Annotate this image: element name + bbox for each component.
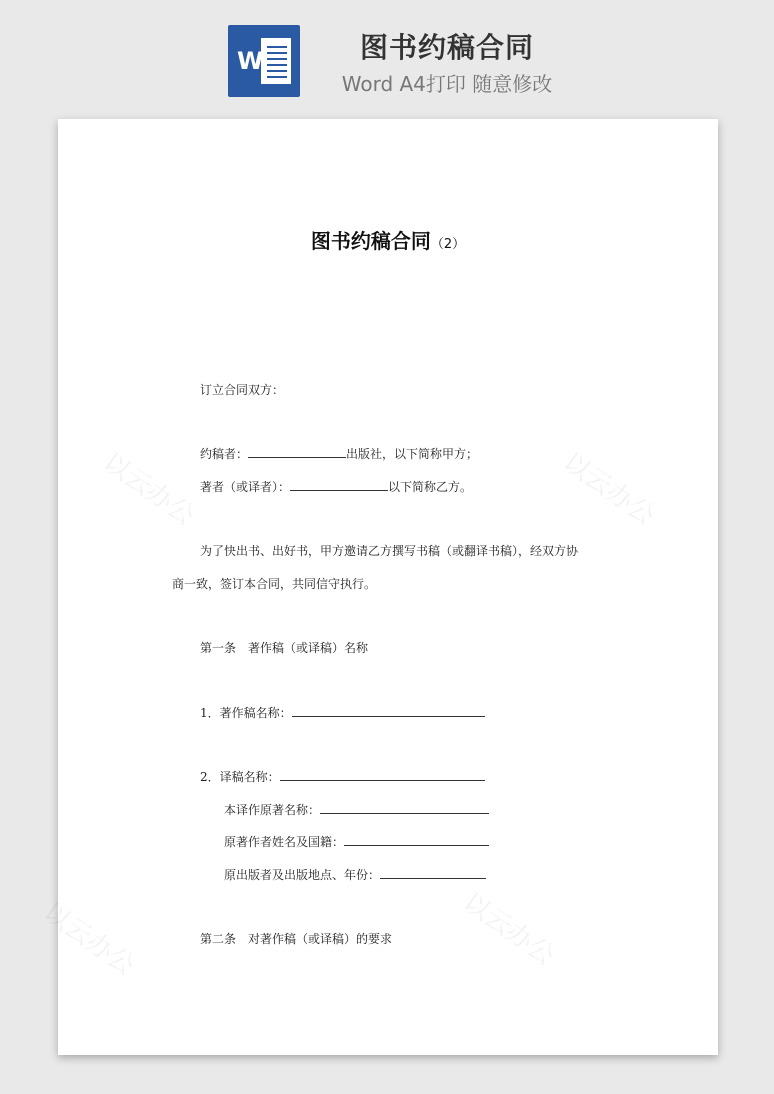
banner-title: 图书约稿合同 [359, 31, 534, 64]
title-suffix: （2） [430, 237, 466, 252]
item-1-blank[interactable] [292, 704, 485, 717]
original-title-blank[interactable] [320, 801, 489, 814]
banner [0, 0, 774, 115]
item-1-label: 1．著作稿名称： [200, 706, 292, 720]
article-2-heading: 第二条 对著作稿（或译稿）的要求 [200, 932, 393, 946]
original-title-label: 本译作原著名称： [224, 803, 321, 817]
watermark: 以云办公 [37, 897, 140, 982]
party-a-blank[interactable] [248, 445, 346, 458]
party-b-line [200, 478, 472, 496]
publisher-label: 原出版者及出版地点、年份： [224, 868, 381, 882]
party-b-suffix: 以下简称乙方。 [388, 480, 473, 494]
watermark: 以云办公 [97, 447, 200, 532]
author-label: 原著作者姓名及国籍： [224, 835, 345, 849]
item-2-line [200, 768, 485, 786]
party-a-line [200, 445, 478, 463]
banner-subtitle: Word A4打印 随意修改 [341, 72, 553, 96]
article-1-heading: 第一条 著作稿（或译稿）名称 [200, 641, 369, 655]
author-line [224, 833, 489, 851]
item-2-label: 2．译稿名称： [200, 770, 280, 784]
item-2-blank[interactable] [280, 768, 485, 781]
original-title-line [224, 801, 489, 819]
party-a-suffix: 出版社，以下简称甲方； [346, 447, 479, 461]
intro-line-2: 商一致，签订本合同，共同信守执行。 [172, 577, 377, 591]
party-b-blank[interactable] [290, 478, 388, 491]
title-text: 图书约稿合同 [310, 229, 431, 253]
publisher-blank[interactable] [380, 866, 486, 879]
word-icon [228, 25, 300, 97]
party-a-label: 约稿者： [200, 447, 249, 461]
item-1-line [200, 704, 485, 722]
parties-heading: 订立合同双方： [200, 383, 285, 397]
author-blank[interactable] [344, 833, 489, 846]
document-page [37, 119, 718, 1055]
watermark: 以云办公 [557, 447, 660, 532]
intro-line-1: 为了快出书、出好书，甲方邀请乙方撰写书稿（或翻译书稿），经双方协 [200, 544, 579, 558]
word-letter: W [237, 47, 264, 75]
watermark: 以云办公 [457, 887, 560, 972]
party-b-label: 著者（或译者）： [200, 480, 291, 494]
publisher-line [224, 866, 486, 884]
document-title [58, 226, 718, 260]
